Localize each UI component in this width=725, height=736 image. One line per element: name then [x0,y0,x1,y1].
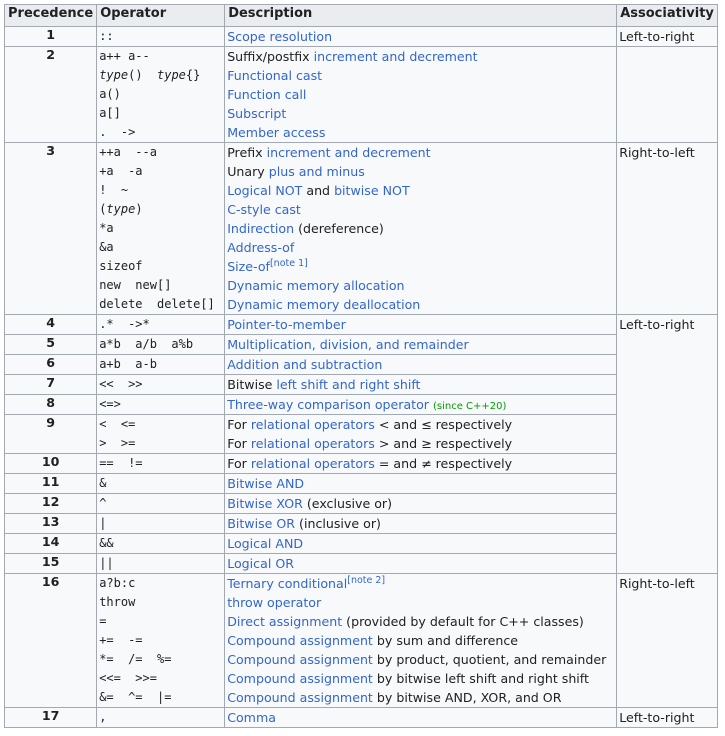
associativity-16 [617,574,718,708]
operator: a() [99,87,121,101]
link-address-of[interactable]: Address-of [227,240,295,255]
associativity-value: Left-to-right [619,710,695,725]
link-logical-and[interactable]: Logical AND [227,536,304,551]
operators-8 [97,395,225,415]
operators-13 [97,514,225,534]
associativity-value: Right-to-left [619,145,695,160]
desc-text: and [302,183,335,198]
operator: > >= [99,436,136,450]
description-4 [225,315,617,335]
operator: ++a --a [99,145,157,159]
operators-14 [97,534,225,554]
associativity-3 [617,143,718,315]
operator: ^ [99,496,107,510]
precedence-5: 5 [5,335,97,355]
desc-text: For [227,417,251,432]
desc-text: (exclusive or) [302,496,393,511]
precedence-11: 11 [5,474,97,494]
table-row-6 [5,355,718,375]
precedence-7: 7 [5,375,97,395]
description-3 [225,143,617,315]
description-2 [225,47,617,143]
operators-2 [97,47,225,143]
table-row-8 [5,395,718,415]
desc-text: = and ≠ respectively [374,456,513,471]
table-row-13 [5,514,718,534]
description-9 [225,415,617,454]
table-row-1 [5,27,718,47]
operator: || [99,556,114,570]
description-1 [225,27,617,47]
desc-text: by sum and difference [372,633,519,648]
desc-text: > and ≥ respectively [374,436,513,451]
description-17 [225,708,617,728]
link-c-style-cast[interactable]: C-style cast [227,202,301,217]
operator: a++ a-- [99,49,150,63]
desc-text: by bitwise left shift and right shift [372,671,589,686]
table-row-12 [5,494,718,514]
operators-1 [97,27,225,47]
header-operator: Operator [97,5,225,27]
operator: << >> [99,377,143,391]
link-pointer-to-member[interactable]: Pointer-to-member [227,317,346,332]
table-row-9 [5,415,718,454]
note-1-ref[interactable]: [note 1] [269,258,308,269]
operator: a[] [99,106,121,120]
precedence-9: 9 [5,415,97,454]
link-compound-assignment[interactable]: Compound assignment [227,671,373,686]
associativity-4-15 [617,315,718,574]
link-direct-assignment[interactable]: Direct assignment [227,614,343,629]
operator: <=> [99,397,121,411]
precedence-2: 2 [5,47,97,143]
table-row-15 [5,554,718,574]
operators-16 [97,574,225,708]
operator: a*b a/b a%b [99,337,194,351]
link-logical-or[interactable]: Logical OR [227,556,294,571]
link-member-access[interactable]: Member access [227,125,326,140]
link-shift[interactable]: left shift and right shift [276,377,421,392]
link-plus-minus[interactable]: plus and minus [268,164,365,179]
link-three-way-comparison[interactable]: Three-way comparison operator [227,397,429,412]
operator: throw [99,595,136,609]
desc-text: by bitwise AND, XOR, and OR [372,690,562,705]
link-logical-not[interactable]: Logical NOT [227,183,303,198]
link-memory-allocation[interactable]: Dynamic memory allocation [227,278,405,293]
note-2-ref[interactable]: [note 2] [347,575,386,586]
operators-15 [97,554,225,574]
precedence-6: 6 [5,355,97,375]
description-12 [225,494,617,514]
precedence-8: 8 [5,395,97,415]
operator: sizeof [99,259,143,273]
desc-text: (provided by default for C++ classes) [342,614,584,629]
desc-text: Bitwise [227,377,277,392]
link-increment-decrement[interactable]: increment and decrement [313,49,478,64]
link-size-of[interactable]: Size-of [227,259,270,274]
header-description: Description [225,5,617,27]
description-7 [225,375,617,395]
precedence-14: 14 [5,534,97,554]
table-row-14 [5,534,718,554]
desc-text: Unary [227,164,269,179]
table-row-4 [5,315,718,335]
link-throw[interactable]: throw operator [227,595,322,610]
desc-text: For [227,436,251,451]
operator: a+b a-b [99,357,157,371]
since-badge: (since C++20) [433,401,507,412]
description-8 [225,395,617,415]
table-row-2 [5,47,718,143]
operator-precedence-table [4,4,718,728]
operator: &= ^= |= [99,690,172,704]
link-compound-assignment[interactable]: Compound assignment [227,633,373,648]
operators-7 [97,375,225,395]
operator: = [99,614,107,628]
operator: (type) [99,202,143,216]
link-additive[interactable]: Addition and subtraction [227,357,383,372]
precedence-17: 17 [5,708,97,728]
operators-11 [97,474,225,494]
link-comma[interactable]: Comma [227,710,276,725]
associativity-value: Left-to-right [619,29,695,44]
operators-3 [97,143,225,315]
operators-17 [97,708,225,728]
table-row-7 [5,375,718,395]
link-relational[interactable]: relational operators [250,456,375,471]
operator: += -= [99,633,143,647]
operator: +a -a [99,164,143,178]
link-subscript[interactable]: Subscript [227,106,287,121]
operator: < <= [99,417,136,431]
operator: . -> [99,125,136,139]
operator: , [99,710,107,724]
precedence-16: 16 [5,574,97,708]
link-multiplicative[interactable]: Multiplication, division, and remainder [227,337,469,352]
link-functional-cast[interactable]: Functional cast [227,68,323,83]
operator: && [99,536,114,550]
operator: a?b:c [99,576,136,590]
link-scope-resolution[interactable]: Scope resolution [227,29,333,44]
desc-text: Prefix [227,145,267,160]
precedence-12: 12 [5,494,97,514]
operators-10 [97,454,225,474]
header-precedence: Precedence [5,5,97,27]
operator: <<= >>= [99,671,157,685]
operator: == != [99,456,143,470]
description-11 [225,474,617,494]
header-associativity: Associativity [617,5,718,27]
operators-12 [97,494,225,514]
operator: & [99,476,107,490]
associativity-value: Right-to-left [619,576,695,591]
table-row-17 [5,708,718,728]
link-compound-assignment[interactable]: Compound assignment [227,690,373,705]
table-header-row [5,5,718,27]
operator: type() type{} [99,68,201,82]
description-16 [225,574,617,708]
link-compound-assignment[interactable]: Compound assignment [227,652,373,667]
link-ternary[interactable]: Ternary conditional [227,576,348,591]
desc-text: (inclusive or) [295,516,381,531]
desc-text: For [227,456,251,471]
table-row-10 [5,454,718,474]
operator: :: [99,29,114,43]
description-10 [225,454,617,474]
operator: *= /= %= [99,652,172,666]
precedence-10: 10 [5,454,97,474]
associativity-2 [617,47,718,143]
desc-text: Suffix/postfix [227,49,314,64]
description-15 [225,554,617,574]
operator: | [99,516,107,530]
desc-text: < and ≤ respectively [374,417,513,432]
operators-5 [97,335,225,355]
precedence-13: 13 [5,514,97,534]
link-relational[interactable]: relational operators [250,436,375,451]
description-13 [225,514,617,534]
link-memory-deallocation[interactable]: Dynamic memory deallocation [227,297,421,312]
description-6 [225,355,617,375]
operators-6 [97,355,225,375]
operator: delete delete[] [99,297,215,311]
table-row-3 [5,143,718,315]
link-bitwise-not[interactable]: bitwise NOT [334,183,410,198]
precedence-4: 4 [5,315,97,335]
precedence-1: 1 [5,27,97,47]
link-bitwise-xor[interactable]: Bitwise XOR [227,496,303,511]
desc-text: (dereference) [294,221,384,236]
link-function-call[interactable]: Function call [227,87,307,102]
operator: *a [99,221,114,235]
link-increment-decrement[interactable]: increment and decrement [266,145,431,160]
link-indirection[interactable]: Indirection [227,221,295,236]
operator: .* ->* [99,317,150,331]
table-row-5 [5,335,718,355]
description-14 [225,534,617,554]
associativity-1 [617,27,718,47]
precedence-15: 15 [5,554,97,574]
precedence-3: 3 [5,143,97,315]
desc-text: by product, quotient, and remainder [372,652,607,667]
link-bitwise-and[interactable]: Bitwise AND [227,476,305,491]
associativity-value: Left-to-right [619,317,695,332]
table-row-16 [5,574,718,708]
operator: new new[] [99,278,172,292]
operators-4 [97,315,225,335]
description-5 [225,335,617,355]
link-relational[interactable]: relational operators [250,417,375,432]
operators-9 [97,415,225,454]
operator: ! ~ [99,183,129,197]
associativity-17 [617,708,718,728]
table-row-11 [5,474,718,494]
link-bitwise-or[interactable]: Bitwise OR [227,516,296,531]
operator: &a [99,240,114,254]
